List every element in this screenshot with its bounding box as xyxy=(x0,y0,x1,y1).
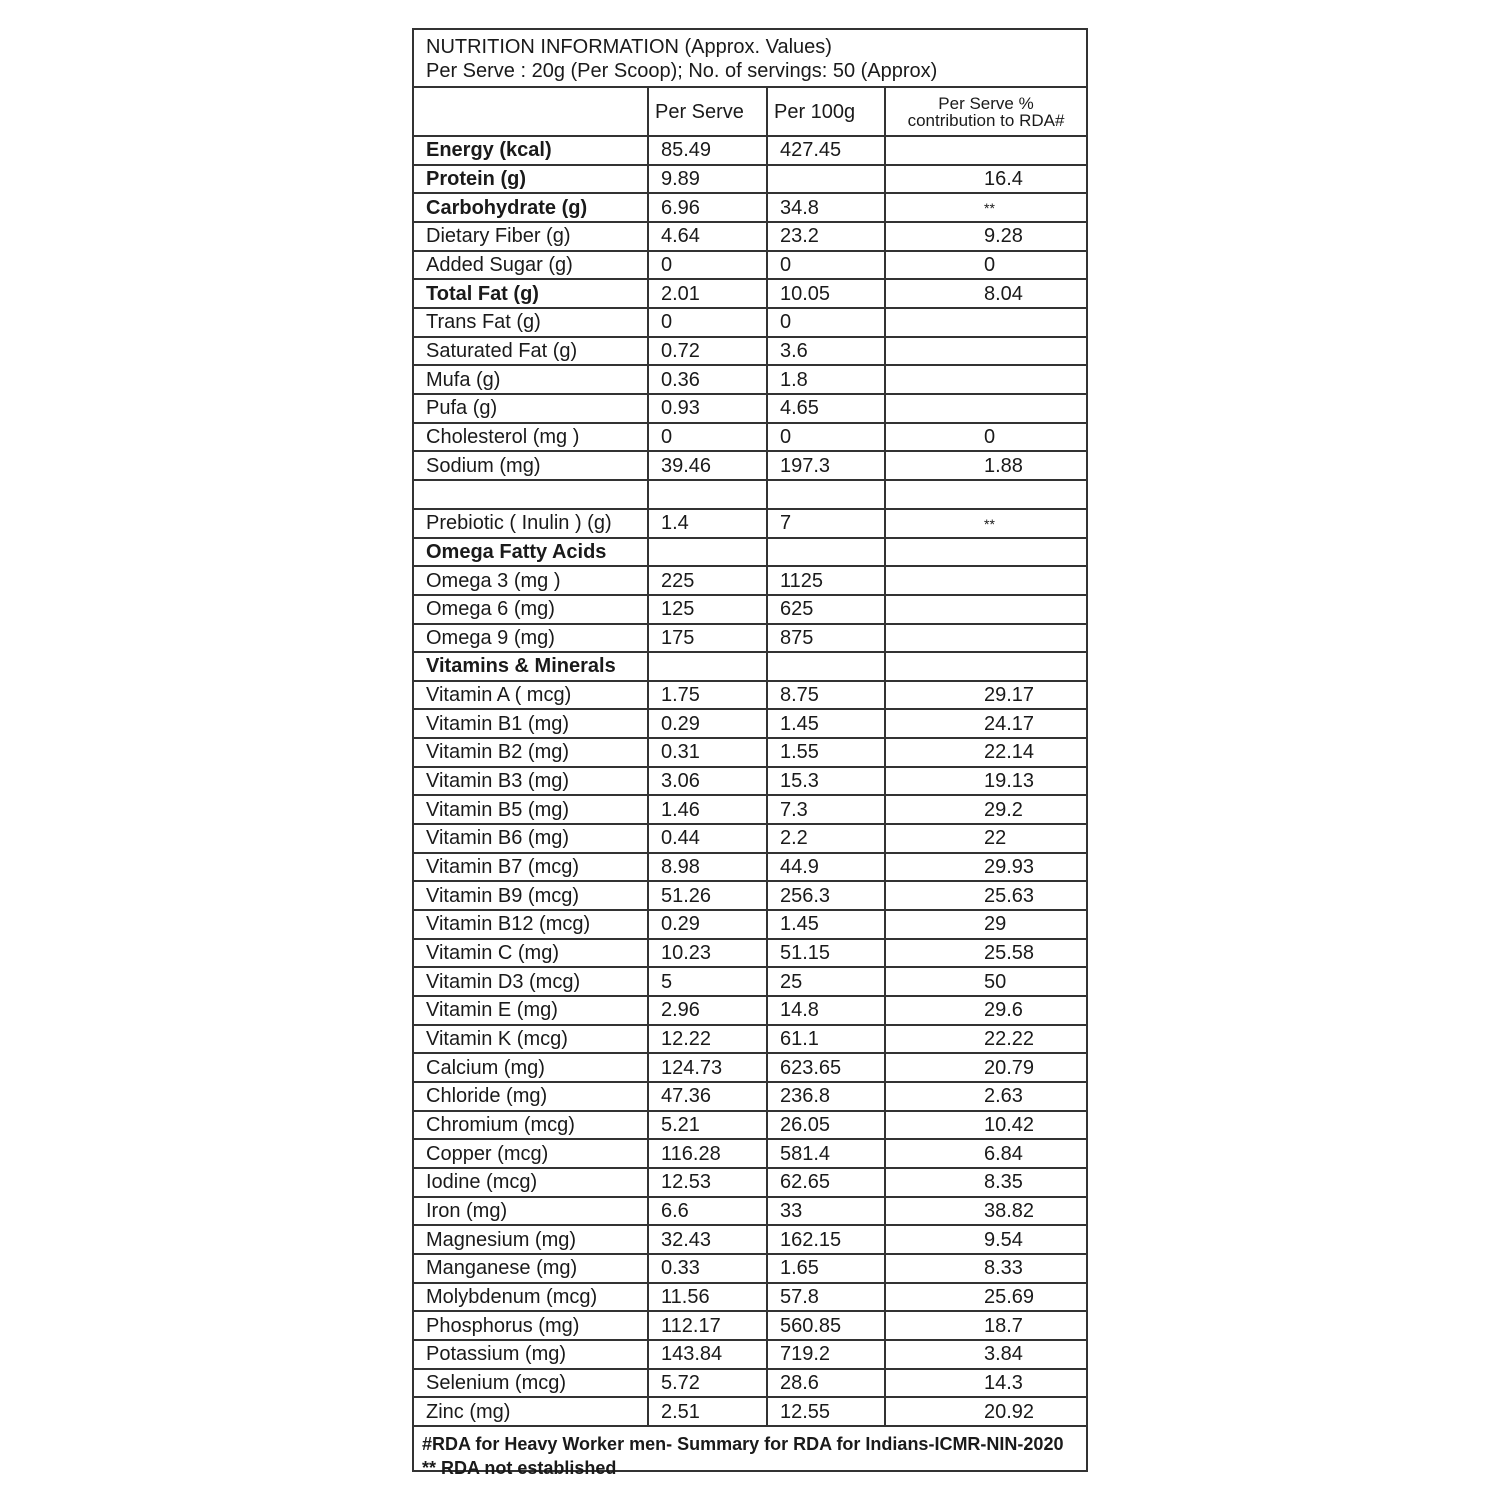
table-row xyxy=(414,1082,1086,1111)
rda-value: 29.6 xyxy=(885,996,1086,1025)
nutrient-name: Manganese (mg) xyxy=(414,1254,648,1283)
column-header-rda xyxy=(885,88,1086,136)
table-row xyxy=(414,222,1086,251)
table-row xyxy=(414,709,1086,738)
per-100g-value: 256.3 xyxy=(767,881,885,910)
nutrient-name: Magnesium (mg) xyxy=(414,1225,648,1254)
per-serve-value: 1.46 xyxy=(648,795,767,824)
rda-value: 1.88 xyxy=(885,451,1086,480)
rda-header-line2: contribution to RDA# xyxy=(907,110,1065,130)
nutrient-name: Omega 6 (mg) xyxy=(414,595,648,624)
per-serve-value: 5.21 xyxy=(648,1111,767,1140)
rda-value: 0 xyxy=(885,423,1086,452)
per-serve-value: 125 xyxy=(648,595,767,624)
nutrient-name: Vitamin B2 (mg) xyxy=(414,738,648,767)
rda-value: 18.7 xyxy=(885,1311,1086,1340)
table-row xyxy=(414,566,1086,595)
rda-value: 8.33 xyxy=(885,1254,1086,1283)
table-row xyxy=(414,1168,1086,1197)
table-row xyxy=(414,394,1086,423)
nutrient-name: Prebiotic ( Inulin ) (g) xyxy=(414,509,648,538)
table-row xyxy=(414,939,1086,968)
nutrition-table xyxy=(414,88,1086,1427)
per-100g-value: 623.65 xyxy=(767,1053,885,1082)
rda-value: ** xyxy=(885,509,1086,538)
per-100g-value: 875 xyxy=(767,624,885,653)
nutrient-name: Total Fat (g) xyxy=(414,279,648,308)
rda-value xyxy=(885,595,1086,624)
column-header-row xyxy=(414,88,1086,136)
rda-value xyxy=(885,652,1086,681)
per-serve-value: 12.53 xyxy=(648,1168,767,1197)
table-row xyxy=(414,652,1086,681)
table-row xyxy=(414,279,1086,308)
table-row xyxy=(414,1197,1086,1226)
per-serve-value: 85.49 xyxy=(648,136,767,165)
nutrient-name: Trans Fat (g) xyxy=(414,308,648,337)
rda-value: 10.42 xyxy=(885,1111,1086,1140)
rda-value: 8.04 xyxy=(885,279,1086,308)
per-100g-value: 197.3 xyxy=(767,451,885,480)
per-100g-value: 236.8 xyxy=(767,1082,885,1111)
per-serve-value: 2.51 xyxy=(648,1397,767,1426)
rda-value: 22.22 xyxy=(885,1025,1086,1054)
per-serve-value: 2.96 xyxy=(648,996,767,1025)
table-row xyxy=(414,1254,1086,1283)
rda-value: 20.92 xyxy=(885,1397,1086,1426)
table-row xyxy=(414,910,1086,939)
per-100g-value xyxy=(767,165,885,194)
nutrient-name: Energy (kcal) xyxy=(414,136,648,165)
per-serve-value: 0 xyxy=(648,423,767,452)
per-100g-value: 61.1 xyxy=(767,1025,885,1054)
nutrient-name: Dietary Fiber (g) xyxy=(414,222,648,251)
per-serve-value: 0.29 xyxy=(648,709,767,738)
rda-value: 25.58 xyxy=(885,939,1086,968)
nutrient-name: Vitamin A ( mcg) xyxy=(414,681,648,710)
table-row xyxy=(414,1283,1086,1312)
nutrient-name: Vitamins & Minerals xyxy=(414,652,648,681)
per-100g-value: 25 xyxy=(767,967,885,996)
per-100g-value: 719.2 xyxy=(767,1340,885,1369)
per-100g-value: 581.4 xyxy=(767,1139,885,1168)
rda-value xyxy=(885,136,1086,165)
per-100g-value xyxy=(767,480,885,509)
per-serve-value: 143.84 xyxy=(648,1340,767,1369)
rda-value: 25.69 xyxy=(885,1283,1086,1312)
nutrient-name: Phosphorus (mg) xyxy=(414,1311,648,1340)
table-row xyxy=(414,136,1086,165)
nutrient-name: Chloride (mg) xyxy=(414,1082,648,1111)
table-row xyxy=(414,1139,1086,1168)
rda-value: 29.93 xyxy=(885,853,1086,882)
per-serve-value: 0.33 xyxy=(648,1254,767,1283)
per-100g-value: 162.15 xyxy=(767,1225,885,1254)
per-100g-value: 15.3 xyxy=(767,767,885,796)
per-serve-value: 3.06 xyxy=(648,767,767,796)
rda-value xyxy=(885,538,1086,567)
table-row xyxy=(414,767,1086,796)
per-100g-value: 2.2 xyxy=(767,824,885,853)
per-serve-value: 116.28 xyxy=(648,1139,767,1168)
rda-value: 16.4 xyxy=(885,165,1086,194)
per-serve-value: 5 xyxy=(648,967,767,996)
table-row xyxy=(414,1397,1086,1426)
rda-footnote: #RDA for Heavy Worker men- Summary for RDA for Indians-ICMR-NIN-2020 xyxy=(422,1433,1064,1454)
table-row xyxy=(414,681,1086,710)
nutrient-name: Selenium (mcg) xyxy=(414,1369,648,1398)
table-row xyxy=(414,881,1086,910)
serving-info: Per Serve : 20g (Per Scoop); No. of servings: 50 (Approx) xyxy=(426,60,938,82)
per-serve-value: 0 xyxy=(648,251,767,280)
per-100g-value: 28.6 xyxy=(767,1369,885,1398)
nutrient-name: Copper (mcg) xyxy=(414,1139,648,1168)
table-row xyxy=(414,480,1086,509)
per-100g-value: 3.6 xyxy=(767,337,885,366)
per-100g-value: 0 xyxy=(767,251,885,280)
label-title: NUTRITION INFORMATION (Approx. Values) xyxy=(426,36,832,58)
per-100g-value: 51.15 xyxy=(767,939,885,968)
per-100g-value xyxy=(767,538,885,567)
rda-value: 9.54 xyxy=(885,1225,1086,1254)
per-serve-value: 32.43 xyxy=(648,1225,767,1254)
per-serve-value xyxy=(648,480,767,509)
per-100g-value: 10.05 xyxy=(767,279,885,308)
table-row xyxy=(414,624,1086,653)
per-serve-value: 0.31 xyxy=(648,738,767,767)
per-serve-value: 10.23 xyxy=(648,939,767,968)
table-row xyxy=(414,595,1086,624)
per-serve-value: 9.89 xyxy=(648,165,767,194)
not-established-footnote: ** RDA not established xyxy=(422,1457,617,1478)
nutrient-name: Vitamin B7 (mcg) xyxy=(414,853,648,882)
per-serve-value: 0.72 xyxy=(648,337,767,366)
per-100g-value: 23.2 xyxy=(767,222,885,251)
rda-value: 22.14 xyxy=(885,738,1086,767)
per-100g-value xyxy=(767,652,885,681)
per-serve-value: 4.64 xyxy=(648,222,767,251)
nutrient-name: Vitamin B3 (mg) xyxy=(414,767,648,796)
column-header-per-100g: Per 100g xyxy=(767,88,885,136)
nutrient-name: Vitamin E (mg) xyxy=(414,996,648,1025)
per-serve-value: 0.29 xyxy=(648,910,767,939)
table-row xyxy=(414,193,1086,222)
per-serve-value: 1.75 xyxy=(648,681,767,710)
per-100g-value: 44.9 xyxy=(767,853,885,882)
rda-value xyxy=(885,624,1086,653)
table-row xyxy=(414,738,1086,767)
rda-value: 29.2 xyxy=(885,795,1086,824)
nutrient-name: Vitamin C (mg) xyxy=(414,939,648,968)
per-100g-value: 26.05 xyxy=(767,1111,885,1140)
per-100g-value: 62.65 xyxy=(767,1168,885,1197)
table-row xyxy=(414,824,1086,853)
nutrient-name: Omega 3 (mg ) xyxy=(414,566,648,595)
table-row xyxy=(414,1111,1086,1140)
table-row xyxy=(414,853,1086,882)
per-100g-value: 0 xyxy=(767,423,885,452)
table-row xyxy=(414,165,1086,194)
per-serve-value: 47.36 xyxy=(648,1082,767,1111)
nutrient-name: Chromium (mcg) xyxy=(414,1111,648,1140)
nutrition-label xyxy=(412,28,1088,1478)
per-100g-value: 1.45 xyxy=(767,709,885,738)
rda-value: 6.84 xyxy=(885,1139,1086,1168)
table-row xyxy=(414,1340,1086,1369)
nutrient-name: Mufa (g) xyxy=(414,365,648,394)
nutrient-name: Vitamin B9 (mcg) xyxy=(414,881,648,910)
nutrient-name: Potassium (mg) xyxy=(414,1340,648,1369)
per-100g-value: 4.65 xyxy=(767,394,885,423)
rda-value xyxy=(885,566,1086,595)
per-serve-value: 6.96 xyxy=(648,193,767,222)
table-row xyxy=(414,967,1086,996)
per-100g-value: 57.8 xyxy=(767,1283,885,1312)
nutrient-name: Vitamin B6 (mg) xyxy=(414,824,648,853)
table-row xyxy=(414,365,1086,394)
rda-value: 9.28 xyxy=(885,222,1086,251)
per-100g-value: 33 xyxy=(767,1197,885,1226)
table-row xyxy=(414,451,1086,480)
per-serve-value: 175 xyxy=(648,624,767,653)
per-serve-value: 0 xyxy=(648,308,767,337)
per-100g-value: 625 xyxy=(767,595,885,624)
nutrient-name: Vitamin K (mcg) xyxy=(414,1025,648,1054)
rda-value xyxy=(885,337,1086,366)
table-row xyxy=(414,996,1086,1025)
table-row xyxy=(414,538,1086,567)
nutrient-name: Vitamin B12 (mcg) xyxy=(414,910,648,939)
nutrient-name: Molybdenum (mcg) xyxy=(414,1283,648,1312)
nutrient-name: Zinc (mg) xyxy=(414,1397,648,1426)
nutrient-name: Pufa (g) xyxy=(414,394,648,423)
nutrient-name: Calcium (mg) xyxy=(414,1053,648,1082)
per-100g-value: 1.45 xyxy=(767,910,885,939)
nutrient-name: Vitamin D3 (mcg) xyxy=(414,967,648,996)
per-serve-value: 225 xyxy=(648,566,767,595)
per-100g-value: 1.55 xyxy=(767,738,885,767)
per-100g-value: 1125 xyxy=(767,566,885,595)
column-header-nutrient xyxy=(414,88,648,136)
rda-value xyxy=(885,365,1086,394)
label-header xyxy=(414,30,1086,88)
rda-value: 3.84 xyxy=(885,1340,1086,1369)
per-serve-value: 0.36 xyxy=(648,365,767,394)
rda-value: 22 xyxy=(885,824,1086,853)
per-100g-value: 560.85 xyxy=(767,1311,885,1340)
nutrient-name: Omega 9 (mg) xyxy=(414,624,648,653)
nutrient-name: Iron (mg) xyxy=(414,1197,648,1226)
table-row xyxy=(414,1225,1086,1254)
nutrient-name: Carbohydrate (g) xyxy=(414,193,648,222)
per-serve-value: 39.46 xyxy=(648,451,767,480)
table-row xyxy=(414,1053,1086,1082)
table-row xyxy=(414,1025,1086,1054)
rda-value: 50 xyxy=(885,967,1086,996)
nutrient-name xyxy=(414,480,648,509)
table-row xyxy=(414,1369,1086,1398)
nutrient-name: Cholesterol (mg ) xyxy=(414,423,648,452)
table-row xyxy=(414,1311,1086,1340)
nutrient-name: Iodine (mcg) xyxy=(414,1168,648,1197)
nutrient-name: Vitamin B5 (mg) xyxy=(414,795,648,824)
rda-value: 25.63 xyxy=(885,881,1086,910)
per-100g-value: 8.75 xyxy=(767,681,885,710)
rda-value xyxy=(885,308,1086,337)
per-100g-value: 427.45 xyxy=(767,136,885,165)
per-100g-value: 1.65 xyxy=(767,1254,885,1283)
per-serve-value: 8.98 xyxy=(648,853,767,882)
table-row xyxy=(414,509,1086,538)
rda-value: ** xyxy=(885,193,1086,222)
per-serve-value: 6.6 xyxy=(648,1197,767,1226)
per-serve-value: 2.01 xyxy=(648,279,767,308)
nutrient-name: Omega Fatty Acids xyxy=(414,538,648,567)
per-serve-value xyxy=(648,652,767,681)
rda-value: 8.35 xyxy=(885,1168,1086,1197)
nutrient-name: Saturated Fat (g) xyxy=(414,337,648,366)
rda-value: 20.79 xyxy=(885,1053,1086,1082)
table-row xyxy=(414,337,1086,366)
rda-value: 0 xyxy=(885,251,1086,280)
per-serve-value: 124.73 xyxy=(648,1053,767,1082)
column-header-per-serve: Per Serve xyxy=(648,88,767,136)
per-serve-value: 5.72 xyxy=(648,1369,767,1398)
rda-value: 38.82 xyxy=(885,1197,1086,1226)
rda-value: 24.17 xyxy=(885,709,1086,738)
rda-value xyxy=(885,480,1086,509)
per-100g-value: 0 xyxy=(767,308,885,337)
per-serve-value: 112.17 xyxy=(648,1311,767,1340)
rda-value: 29.17 xyxy=(885,681,1086,710)
nutrient-name: Sodium (mg) xyxy=(414,451,648,480)
per-serve-value: 11.56 xyxy=(648,1283,767,1312)
per-100g-value: 7.3 xyxy=(767,795,885,824)
rda-value xyxy=(885,394,1086,423)
per-100g-value: 1.8 xyxy=(767,365,885,394)
per-serve-value: 51.26 xyxy=(648,881,767,910)
rda-header-line1: Per Serve % xyxy=(938,93,1034,113)
per-100g-value: 12.55 xyxy=(767,1397,885,1426)
per-100g-value: 14.8 xyxy=(767,996,885,1025)
nutrient-name: Added Sugar (g) xyxy=(414,251,648,280)
table-row xyxy=(414,308,1086,337)
rda-value: 14.3 xyxy=(885,1369,1086,1398)
table-row xyxy=(414,795,1086,824)
per-100g-value: 34.8 xyxy=(767,193,885,222)
per-serve-value xyxy=(648,538,767,567)
rda-value: 29 xyxy=(885,910,1086,939)
per-serve-value: 0.93 xyxy=(648,394,767,423)
per-serve-value: 1.4 xyxy=(648,509,767,538)
label-footer xyxy=(414,1427,1086,1480)
per-serve-value: 12.22 xyxy=(648,1025,767,1054)
table-row xyxy=(414,251,1086,280)
per-serve-value: 0.44 xyxy=(648,824,767,853)
rda-value: 19.13 xyxy=(885,767,1086,796)
table-row xyxy=(414,423,1086,452)
nutrient-name: Protein (g) xyxy=(414,165,648,194)
rda-value: 2.63 xyxy=(885,1082,1086,1111)
nutrient-name: Vitamin B1 (mg) xyxy=(414,709,648,738)
per-100g-value: 7 xyxy=(767,509,885,538)
